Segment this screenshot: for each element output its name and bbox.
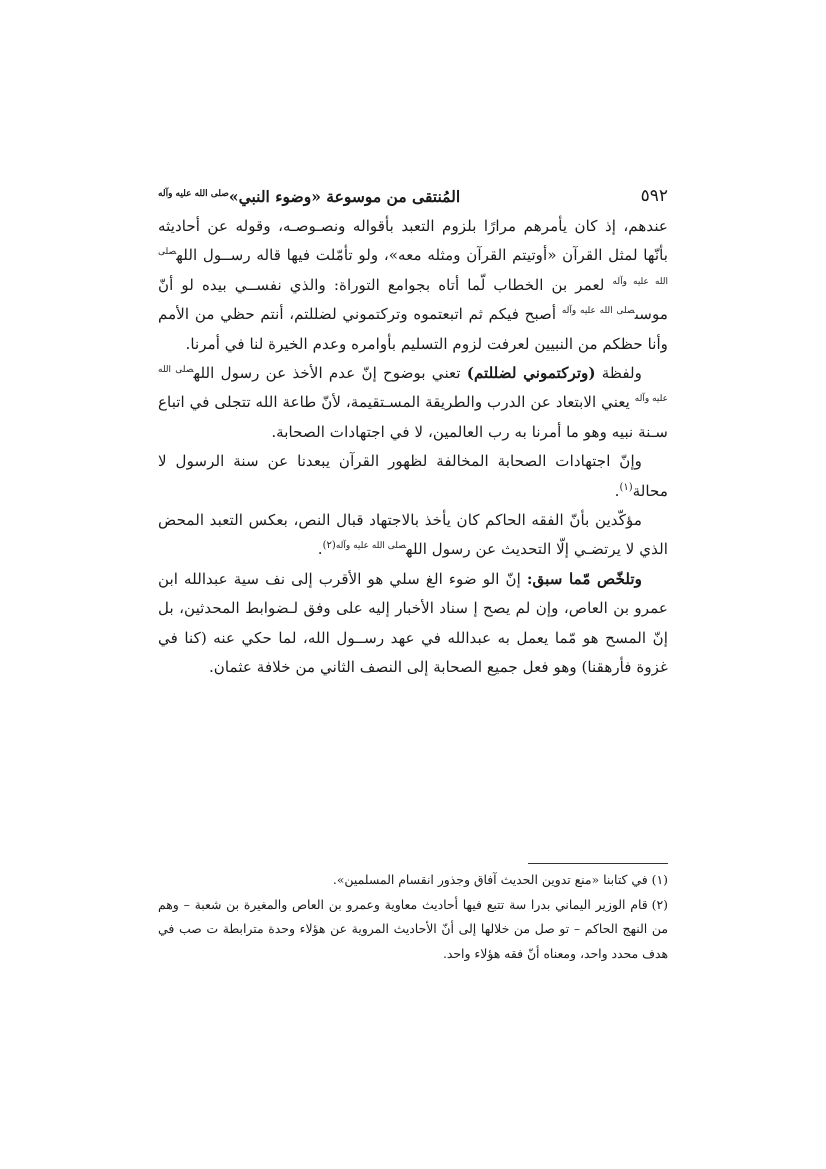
paragraph-3-text: وإنّ اجتهادات الصحابة المخالفة لظهور القرآن يبعدنا عن سنة الرسول لا محالة bbox=[158, 452, 668, 500]
footnote-number: (٢) bbox=[651, 896, 668, 912]
running-title bbox=[158, 187, 460, 206]
salawat-glyph: صلى الله عليه وآله bbox=[335, 541, 407, 552]
footnote-text: قام الوزير اليماني بدرا سة تتبع فيها أحاديث معاوية وعمرو بن العاص والمغيرة بن شعبة – وهم من النهج الحاكم – تو صل من خلالها إلى أنّ الأحاديث المروية عن هؤلاء وحدة مترابطة ت صب في هدف محدد واحد، ومعناه أنّ فقه هؤلاء واحد. bbox=[158, 896, 668, 961]
footnote-separator bbox=[528, 863, 668, 864]
paragraph-4: مؤكّدين بأنّ الفقه الحاكم كان يأخذ بالاجتهاد قبال النص، بعكس التعبد المحض الذي لا يرتضـي إلّا التحديث عن رسول الله$^{صلى الله عليه وآله(٢)}$. bbox=[158, 511, 668, 559]
page-number: ٥٩٢ bbox=[640, 186, 668, 206]
paragraph-5-bold: وتلخّص مّما سبق: bbox=[526, 569, 642, 588]
paragraph-2-bold: (وتركتموني لضللتم) bbox=[466, 364, 596, 383]
paragraph-2-text-c: يعني الابتعاد عن الدرب والطريقة المسـتقيمة، لأنّ طاعة الله تتجلى في اتباع سـنة نبيه وهو ما أمرنا به رب العالمين، لا في اجتهادات الصحابة. bbox=[158, 393, 668, 441]
paragraph-1-text-c: أصبح فيكم ثم اتبعتموه وتركتموني لضللتم، أنتم حظي من الأمم وأنا حظكم من النبيين لعرفت لزوم التسليم بأوامره وعدم الخيرة لنا في أمرنا. bbox=[158, 305, 668, 353]
footnote-ref-2[interactable]: (٢) bbox=[322, 540, 336, 552]
paragraph-1-text-b: لعمر بن الخطاب لّما أتاه بجوامع التوراة: والذي نفســي بيده لو أنّ موسى bbox=[158, 275, 668, 324]
paragraph-2 bbox=[158, 359, 668, 447]
paragraph-1-text-a: عندهم، إذ كان يأمرهم مرارًا بلزوم التعبد بأقواله ونصـوصـه، وقوله عن أحاديثه بأنّها لمثل القرآن «أوتيتم القرآن ومثله معه»، ولو تأمّلت فيها قاله رســول الله bbox=[158, 217, 668, 265]
salawat-glyph: صلى الله عليه وآله bbox=[158, 364, 668, 405]
main-text bbox=[158, 212, 668, 683]
paragraph-5 bbox=[158, 565, 668, 683]
paragraph-5-text: إنّ الو ضوء الغ سلي هو الأقرب إلى نف سية عبدالله ابن عمرو بن العاص، وإن لم يصح إ سناد الأخبار إليه على وفق لـضوابط المحدثين، بل إنّ المسح هو مّما يعمل به عبدالله في عهد رســول الله، لما حكي عنه (كنا في غزوة فأرهقنا) وهو فعل جميع الصحابة إلى النصف الثاني من خلافة عثمان. bbox=[158, 569, 668, 677]
footnote-text: في كتابنا «منع تدوين الحديث آفاق وجذور انقسام المسلمين». bbox=[332, 872, 648, 887]
salawat-glyph: صلى الله عليه وآله bbox=[158, 188, 229, 199]
paragraph-1 bbox=[158, 212, 668, 359]
running-title-text: المُنتقى من موسوعة «وضوء النبي» bbox=[228, 186, 461, 206]
footnote-1 bbox=[158, 868, 668, 893]
footnote-2 bbox=[158, 893, 668, 967]
salawat-glyph: صلى الله عليه وآله bbox=[561, 306, 635, 317]
salawat-glyph: صلى الله عليه وآله bbox=[158, 247, 669, 287]
paragraph-3: وإنّ اجتهادات الصحابة المخالفة لظهور القرآن يبعدنا عن سنة الرسول لا محالة$^{(١)}$. bbox=[158, 452, 668, 500]
paragraph-4-text: مؤكّدين بأنّ الفقه الحاكم كان يأخذ بالاجتهاد قبال النص، بعكس التعبد المحض الذي لا يرتضـي إلّا التحديث عن رسول الله bbox=[158, 511, 668, 559]
footnote-ref-1[interactable]: (١) bbox=[619, 481, 633, 493]
footnotes bbox=[158, 868, 668, 966]
page-header bbox=[158, 182, 668, 210]
footnote-number: (١) bbox=[651, 872, 668, 887]
paragraph-2-text-a: ولفظة bbox=[601, 364, 642, 383]
paragraph-2-text-b: تعني بوضوح إنّ عدم الأخذ عن رسول الله bbox=[193, 364, 461, 383]
